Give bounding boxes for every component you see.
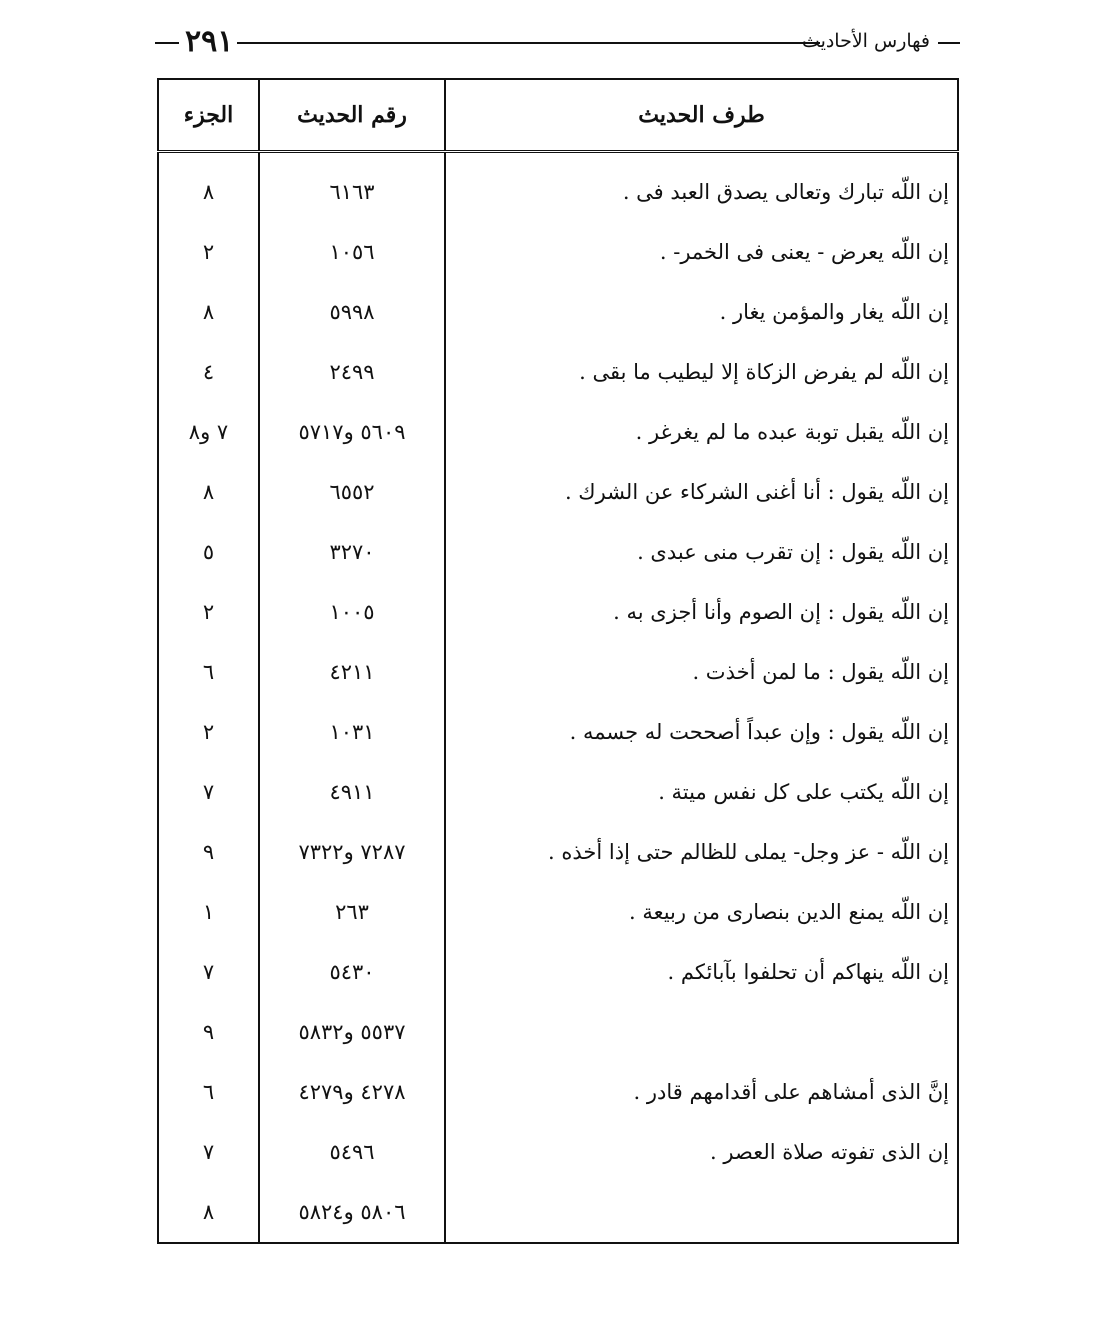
table-row bbox=[158, 1002, 958, 1062]
hadith-number-cell: ٥٨٠٦ و٥٨٢٤ bbox=[259, 1182, 445, 1243]
hadith-number-cell: ٧٢٨٧ و٧٣٢٢ bbox=[259, 822, 445, 882]
table-row bbox=[158, 222, 958, 282]
part-cell: ٢ bbox=[202, 240, 215, 264]
hadith-text-cell: إن اللّه يكتب على كل نفس ميتة . bbox=[445, 762, 958, 822]
hadith-text-cell: إن الذى تفوته صلاة العصر . bbox=[445, 1122, 958, 1182]
hadith-text-cell: إن اللّه يقول : إن تقرب منى عبدى . bbox=[445, 522, 958, 582]
part-cell: ٤ bbox=[202, 360, 215, 384]
hadith-number-cell: ٦١٦٣ bbox=[259, 162, 445, 222]
hadith-number-cell: ٥٤٣٠ bbox=[259, 942, 445, 1002]
table-row bbox=[158, 582, 958, 642]
hadith-text-cell: إن اللّه تبارك وتعالى يصدق العبد فى . bbox=[445, 162, 958, 222]
hadith-number-cell: ٤٩١١ bbox=[259, 762, 445, 822]
table-row bbox=[158, 942, 958, 1002]
hadith-text-cell: إن اللّه يقول : ما لمن أخذت . bbox=[445, 642, 958, 702]
part-cell: ٨ bbox=[202, 300, 215, 324]
hadith-text-cell: إن اللّه - عز وجل- يملى للظالم حتى إذا أخذه . bbox=[445, 822, 958, 882]
table-row bbox=[158, 882, 958, 942]
table-row bbox=[158, 642, 958, 702]
table-row bbox=[158, 1122, 958, 1182]
part-cell: ٨ bbox=[202, 180, 215, 204]
hadith-number-cell: ٥٥٣٧ و٥٨٣٢ bbox=[259, 1002, 445, 1062]
hadith-number-cell: ٤٢٧٨ و٤٢٧٩ bbox=[259, 1062, 445, 1122]
hadith-text-cell bbox=[445, 1182, 958, 1243]
table-row bbox=[158, 402, 958, 462]
part-cell: ٩ bbox=[202, 840, 215, 864]
hadith-text-cell: إن اللّه يقبل توبة عبده ما لم يغرغر . bbox=[445, 402, 958, 462]
table-row bbox=[158, 342, 958, 402]
part-cell: ٦ bbox=[202, 1080, 215, 1104]
table-row bbox=[158, 1182, 958, 1243]
table-spacer-row bbox=[158, 152, 958, 163]
table-row bbox=[158, 282, 958, 342]
column-header-hadith-text: طرف الحديث bbox=[445, 79, 958, 152]
part-cell: ٨ bbox=[202, 480, 215, 504]
part-cell: ٢ bbox=[202, 600, 215, 624]
part-cell: ١ bbox=[202, 900, 215, 924]
part-cell: ٩ bbox=[202, 1020, 215, 1044]
hadith-number-cell: ٢٤٩٩ bbox=[259, 342, 445, 402]
hadith-text-cell: إن اللّه يعرض - يعنى فى الخمر- . bbox=[445, 222, 958, 282]
hadith-number-cell: ٥٦٠٩ و٥٧١٧ bbox=[259, 402, 445, 462]
header-rule-right bbox=[938, 42, 960, 44]
hadith-number-cell: ٦٥٥٢ bbox=[259, 462, 445, 522]
page-header bbox=[155, 22, 960, 62]
part-cell: ٢ bbox=[202, 720, 215, 744]
hadith-number-cell: ١٠٠٥ bbox=[259, 582, 445, 642]
part-cell: ٧ bbox=[202, 1140, 215, 1164]
hadith-text-cell bbox=[445, 1002, 958, 1062]
hadith-number-cell: ٤٢١١ bbox=[259, 642, 445, 702]
table-row bbox=[158, 522, 958, 582]
part-cell: ٨ bbox=[202, 1200, 215, 1224]
part-cell: ٦ bbox=[202, 660, 215, 684]
part-cell: ٧ bbox=[202, 960, 215, 984]
running-title: فهارس الأحاديث bbox=[801, 30, 930, 52]
hadith-text-cell: إن اللّه لم يفرض الزكاة إلا ليطيب ما بقى . bbox=[445, 342, 958, 402]
part-cell: ٧ و٨ bbox=[188, 420, 229, 444]
table-row bbox=[158, 702, 958, 762]
hadith-text-cell: إن اللّه يقول : وإن عبداً أصححت له جسمه . bbox=[445, 702, 958, 762]
hadith-text-cell: إن اللّه يمنع الدين بنصارى من ربيعة . bbox=[445, 882, 958, 942]
header-rule-middle bbox=[237, 42, 820, 44]
table-row bbox=[158, 822, 958, 882]
table-row bbox=[158, 462, 958, 522]
column-header-hadith-number: رقم الحديث bbox=[259, 79, 445, 152]
hadith-text-cell: إن اللّه يقول : إن الصوم وأنا أجزى به . bbox=[445, 582, 958, 642]
hadith-number-cell: ٣٢٧٠ bbox=[259, 522, 445, 582]
table-header-row bbox=[158, 79, 958, 152]
header-rule-left bbox=[155, 42, 179, 44]
hadith-number-cell: ١٠٣١ bbox=[259, 702, 445, 762]
table-row bbox=[158, 762, 958, 822]
hadith-index-table bbox=[157, 78, 959, 1244]
hadith-number-cell: ٥٤٩٦ bbox=[259, 1122, 445, 1182]
hadith-number-cell: ٥٩٩٨ bbox=[259, 282, 445, 342]
table-row bbox=[158, 1062, 958, 1122]
hadith-text-cell: إن اللّه ينهاكم أن تحلفوا بآبائكم . bbox=[445, 942, 958, 1002]
hadith-text-cell: إن اللّه يغار والمؤمن يغار . bbox=[445, 282, 958, 342]
table-row bbox=[158, 162, 958, 222]
hadith-text-cell: إنَّ الذى أمشاهم على أقدامهم قادر . bbox=[445, 1062, 958, 1122]
part-cell: ٧ bbox=[202, 780, 215, 804]
hadith-number-cell: ٢٦٣ bbox=[259, 882, 445, 942]
hadith-text-cell: إن اللّه يقول : أنا أغنى الشركاء عن الشرك . bbox=[445, 462, 958, 522]
column-header-part: الجزء bbox=[158, 79, 259, 152]
part-cell: ٥ bbox=[202, 540, 215, 564]
hadith-number-cell: ١٠٥٦ bbox=[259, 222, 445, 282]
page-number: ٢٩١ bbox=[185, 24, 234, 59]
